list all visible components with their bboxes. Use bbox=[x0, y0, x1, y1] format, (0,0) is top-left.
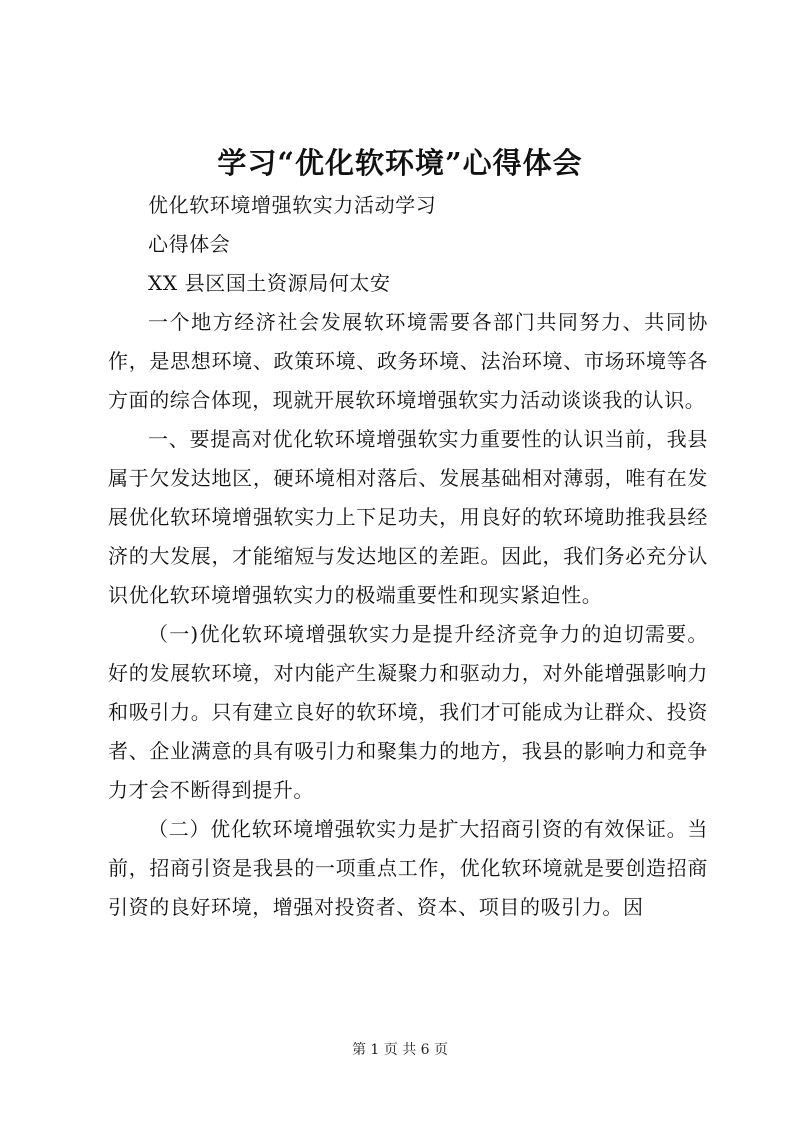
document-title: 学习“优化软环境”心得体会 bbox=[217, 146, 583, 180]
subtitle-line-2: 心得体会 bbox=[148, 232, 231, 256]
body-paragraph: （二）优化软环境增强软实力是扩大招商引资的有效保证。当前，招商引资是我县的一项重点工作，优化软环境就是要创造招商引资的良好环境，增强对投资者、资本、项目的吸引力。因 bbox=[108, 817, 708, 919]
body-paragraph: （一)优化软环境增强软实力是提升经济竞争力的迫切需要。好的发展软环境，对内能产生凝聚力和驱动力，对外能增强影响力和吸引力。只有建立良好的软环境，我们才可能成为让群众、投资者、企业满意的具有吸引力和聚集力的地方，我县的影响力和竞争力才会不断得到提升。 bbox=[108, 622, 708, 802]
body-paragraph: 一、要提高对优化软环境增强软实力重要性的认识当前，我县属于欠发达地区，硬环境相对落后、发展基础相对薄弱，唯有在发展优化软环境增强软实力上下足功夫，用良好的软环境助推我县经济的大发展，才能缩短与发达地区的差距。因此，我们务必充分认识优化软环境增强软实力的极端重要性和现实紧迫性。 bbox=[108, 427, 708, 607]
body-paragraph: 一个地方经济社会发展软环境需要各部门共同努力、共同协作，是思想环境、政策环境、政务环境、法治环境、市场环境等各方面的综合体现，现就开展软环境增强软实力活动谈谈我的认识。 bbox=[108, 310, 708, 412]
subtitle-line-1: 优化软环境增强软实力活动学习 bbox=[148, 193, 437, 217]
document-body bbox=[108, 186, 708, 927]
author-line: XX 县区国土资源局何太安 bbox=[148, 271, 391, 295]
page-footer: 第 1 页 共 6 页 bbox=[351, 1042, 449, 1058]
